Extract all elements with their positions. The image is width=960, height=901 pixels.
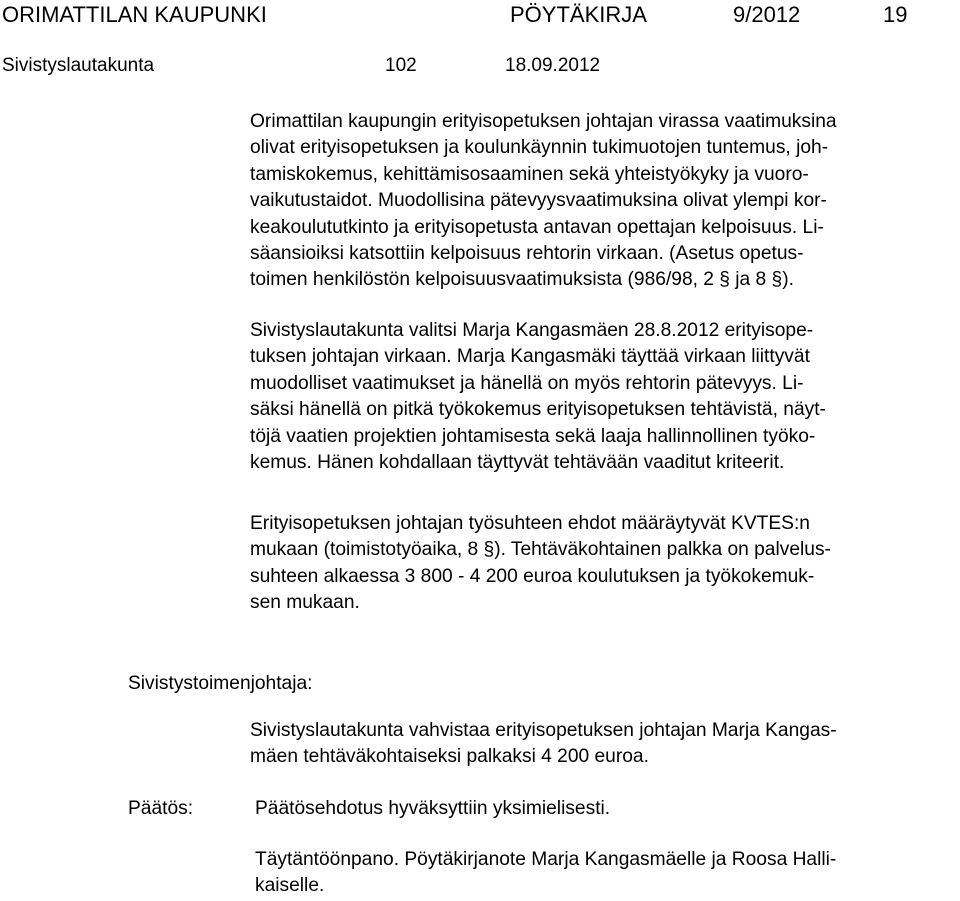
text-line: suhteen alkaessa 3 800 - 4 200 euroa koulutuksen ja työkokemuk-	[250, 565, 815, 587]
text-line: mukaan (toimistotyöaika, 8 §). Tehtäväkohtainen palkka on palvelus-	[250, 539, 831, 561]
document-number: 9/2012	[733, 2, 801, 27]
decision-label: Päätös:	[128, 798, 194, 819]
document-type: PÖYTÄKIRJA	[510, 2, 647, 27]
paragraph-3	[250, 511, 958, 617]
text-line: tuksen johtajan virkaan. Marja Kangasmäki täyttää virkaan liittyvät	[250, 346, 810, 368]
decision-text: Päätösehdotus hyväksyttiin yksimielisesti.	[255, 798, 611, 819]
proposal-label: Sivistystoimenjohtaja:	[128, 673, 313, 694]
text-line: olivat erityisopetuksen ja koulunkäynnin tukimuotojen tuntemus, joh-	[250, 137, 829, 159]
page-number: 19	[883, 2, 908, 27]
board-name: Sivistyslautakunta	[2, 55, 155, 76]
text-line: Erityisopetuksen johtajan työsuhteen ehdot määräytyvät KVTES:n	[250, 513, 810, 534]
text-line: sen mukaan.	[250, 592, 360, 614]
paragraph-2	[250, 318, 958, 476]
text-line: kemus. Hänen kohdallaan täyttyvät tehtävään vaaditut kriteerit.	[250, 451, 785, 473]
organization-name: ORIMATTILAN KAUPUNKI	[2, 2, 267, 27]
text-line: toimen henkilöstön kelpoisuusvaatimuksista (986/98, 2 § ja 8 §).	[250, 269, 794, 291]
text-line: Orimattilan kaupungin erityisopetuksen johtajan virassa vaatimuksina	[250, 111, 837, 132]
text-line: Sivistyslautakunta valitsi Marja Kangasmäen 28.8.2012 erityisope-	[250, 320, 814, 341]
execution-text	[255, 847, 960, 900]
text-line: tamiskokemus, kehittämisosaaminen sekä yhteistyökyky ja vuoro-	[250, 163, 809, 185]
text-line: kaiselle.	[255, 875, 325, 897]
text-line: Sivistyslautakunta vahvistaa erityisopetuksen johtajan Marja Kangas-	[250, 720, 837, 741]
text-line: muodolliset vaatimukset ja hänellä on myös rehtorin pätevyys. Li-	[250, 372, 804, 394]
text-line: vaikutustaidot. Muodollisina pätevyysvaatimuksina olivat ylempi kor-	[250, 190, 827, 212]
text-line: Täytäntöönpano. Pöytäkirjanote Marja Kangasmäelle ja Roosa Halli-	[255, 849, 837, 870]
text-line: säksi hänellä on pitkä työkokemus erityisopetuksen tehtävistä, näyt-	[250, 399, 826, 421]
text-line: keakoulututkinto ja erityisopetusta antavan opettajan kelpoisuus. Li-	[250, 216, 824, 238]
text-line: säansioiksi katsottiin kelpoisuus rehtorin virkaan. (Asetus opetus-	[250, 242, 804, 264]
paragraph-1	[250, 109, 958, 294]
section-number: 102	[385, 55, 417, 76]
text-line: mäen tehtäväkohtaiseksi palkaksi 4 200 euroa.	[250, 746, 649, 768]
text-line: töjä vaatien projektien johtamisesta sekä laaja hallinnollinen työko-	[250, 425, 816, 447]
proposal-text	[250, 718, 958, 771]
meeting-date: 18.09.2012	[505, 55, 601, 76]
